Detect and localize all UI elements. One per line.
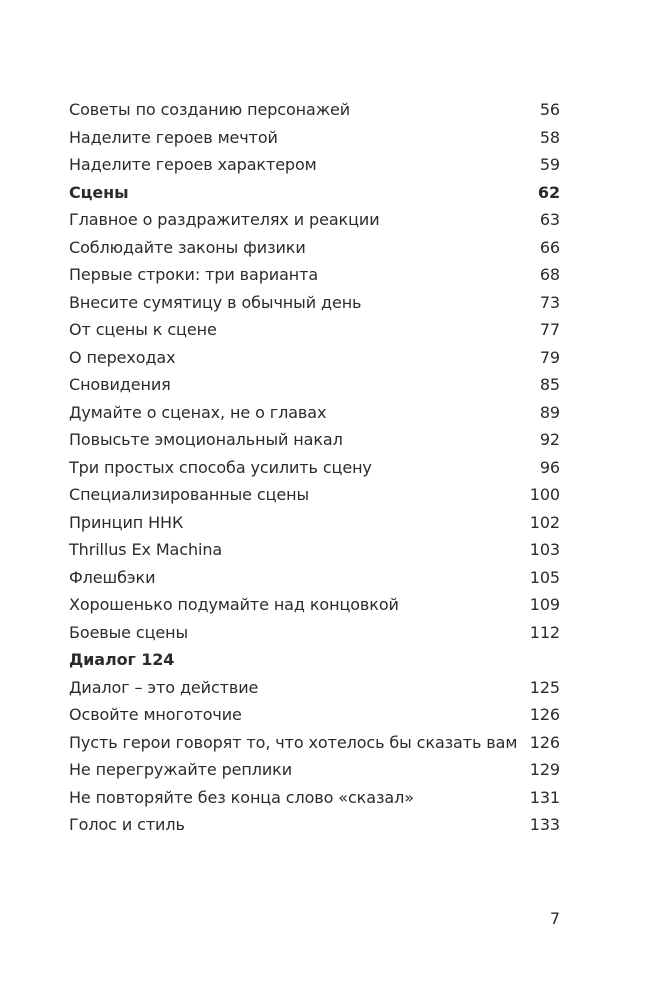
toc-entry [69,206,560,234]
toc-entry-title: Советы по созданию персонажей [69,100,351,119]
toc-entry [69,481,560,509]
toc-entry-title: Сновидения [69,375,171,394]
toc-entry-title: Диалог – это действие [69,677,259,697]
toc-entry-title: От сцены к сцене [69,320,217,339]
toc-entry-page: 102 [529,512,560,532]
toc-entry-title: Сцены [69,182,129,202]
toc-entry-title: Хорошенько подумайте над концовкой [69,595,399,614]
toc-entry [69,234,560,262]
toc-entry-title: Диалог 124 [69,650,175,669]
toc-entry [69,536,560,564]
toc-entry-title: Thrillus Ex Machina [69,540,223,559]
toc-entry-page: 66 [539,237,560,257]
toc-entry-page: 73 [539,292,560,312]
toc-entry-page: 103 [529,540,560,559]
toc-entry [69,454,560,482]
page-number: 7 [549,909,560,928]
toc-entry-page: 85 [539,375,560,394]
toc-entry-title: Наделите героев мечтой [69,127,278,147]
toc-entry [69,619,560,647]
toc-entry-title: Три простых способа усилить сцену [69,457,372,477]
toc-section-heading [69,646,560,674]
toc-entry-page: 129 [529,760,560,779]
toc-entry-title: Наделите героев характером [69,155,317,174]
toc-section-heading [69,179,560,207]
toc-entry-title: Главное о раздражителях и реакции [69,210,380,229]
toc-entry [69,729,560,757]
toc-entry-page: 131 [529,787,560,807]
toc-entry-title: Внесите сумятицу в обычный день [69,292,362,312]
toc-entry-page: 126 [529,732,560,752]
toc-entry-title: Думайте о сценах, не о главах [69,402,327,422]
toc-entry-page: 63 [539,210,560,229]
toc-entry-title: Освойте многоточие [69,705,242,724]
toc-entry-title: Специализированные сцены [69,485,309,504]
toc-entry [69,674,560,702]
toc-entry [69,509,560,537]
toc-entry [69,426,560,454]
toc-entry-page: 68 [539,265,560,284]
toc-entry [69,289,560,317]
toc-entry [69,701,560,729]
toc-entry [69,591,560,619]
toc-entry-page: 59 [539,155,560,174]
toc-entry-title: Не повторяйте без конца слово «сказал» [69,787,414,807]
toc-entry-page: 109 [529,595,560,614]
toc-entry-title: Принцип ННК [69,512,184,532]
toc-entry-page: 100 [529,485,560,504]
toc-entry-page: 79 [539,347,560,367]
toc-entry-page: 92 [539,430,560,449]
toc-entry-title: Флешбэки [69,567,156,587]
toc-entry-page: 126 [529,705,560,724]
toc-entry [69,811,560,839]
toc-entry-title: Первые строки: три варианта [69,265,319,284]
toc-entry [69,371,560,399]
toc-entry [69,399,560,427]
toc-entry-page: 112 [529,622,560,642]
toc-entry-title: Повысьте эмоциональный накал [69,430,343,449]
toc-entry [69,344,560,372]
toc-entry-page: 96 [539,457,560,477]
toc-entry-page: 105 [529,567,560,587]
toc-entry-page: 77 [539,320,560,339]
toc-entry-title: Пусть герои говорят то, что хотелось бы сказать вам [69,732,518,752]
toc-entry [69,756,560,784]
toc-entry-title: Не перегружайте реплики [69,760,293,779]
toc-entry-page: 125 [529,677,560,697]
toc-entry-page: 62 [537,182,560,202]
toc-entry [69,261,560,289]
toc-entry-title: О переходах [69,347,176,367]
toc-entry-title: Голос и стиль [69,815,185,834]
toc-entry-page: 58 [539,127,560,147]
table-of-contents [69,96,560,839]
toc-entry-title: Боевые сцены [69,622,189,642]
toc-entry-page: 133 [529,815,560,834]
toc-entry-title: Соблюдайте законы физики [69,237,306,257]
toc-entry [69,784,560,812]
toc-entry [69,151,560,179]
toc-entry [69,96,560,124]
toc-entry-page: 89 [539,402,560,422]
toc-entry [69,564,560,592]
toc-entry [69,124,560,152]
toc-entry-page: 56 [539,100,560,119]
toc-entry [69,316,560,344]
